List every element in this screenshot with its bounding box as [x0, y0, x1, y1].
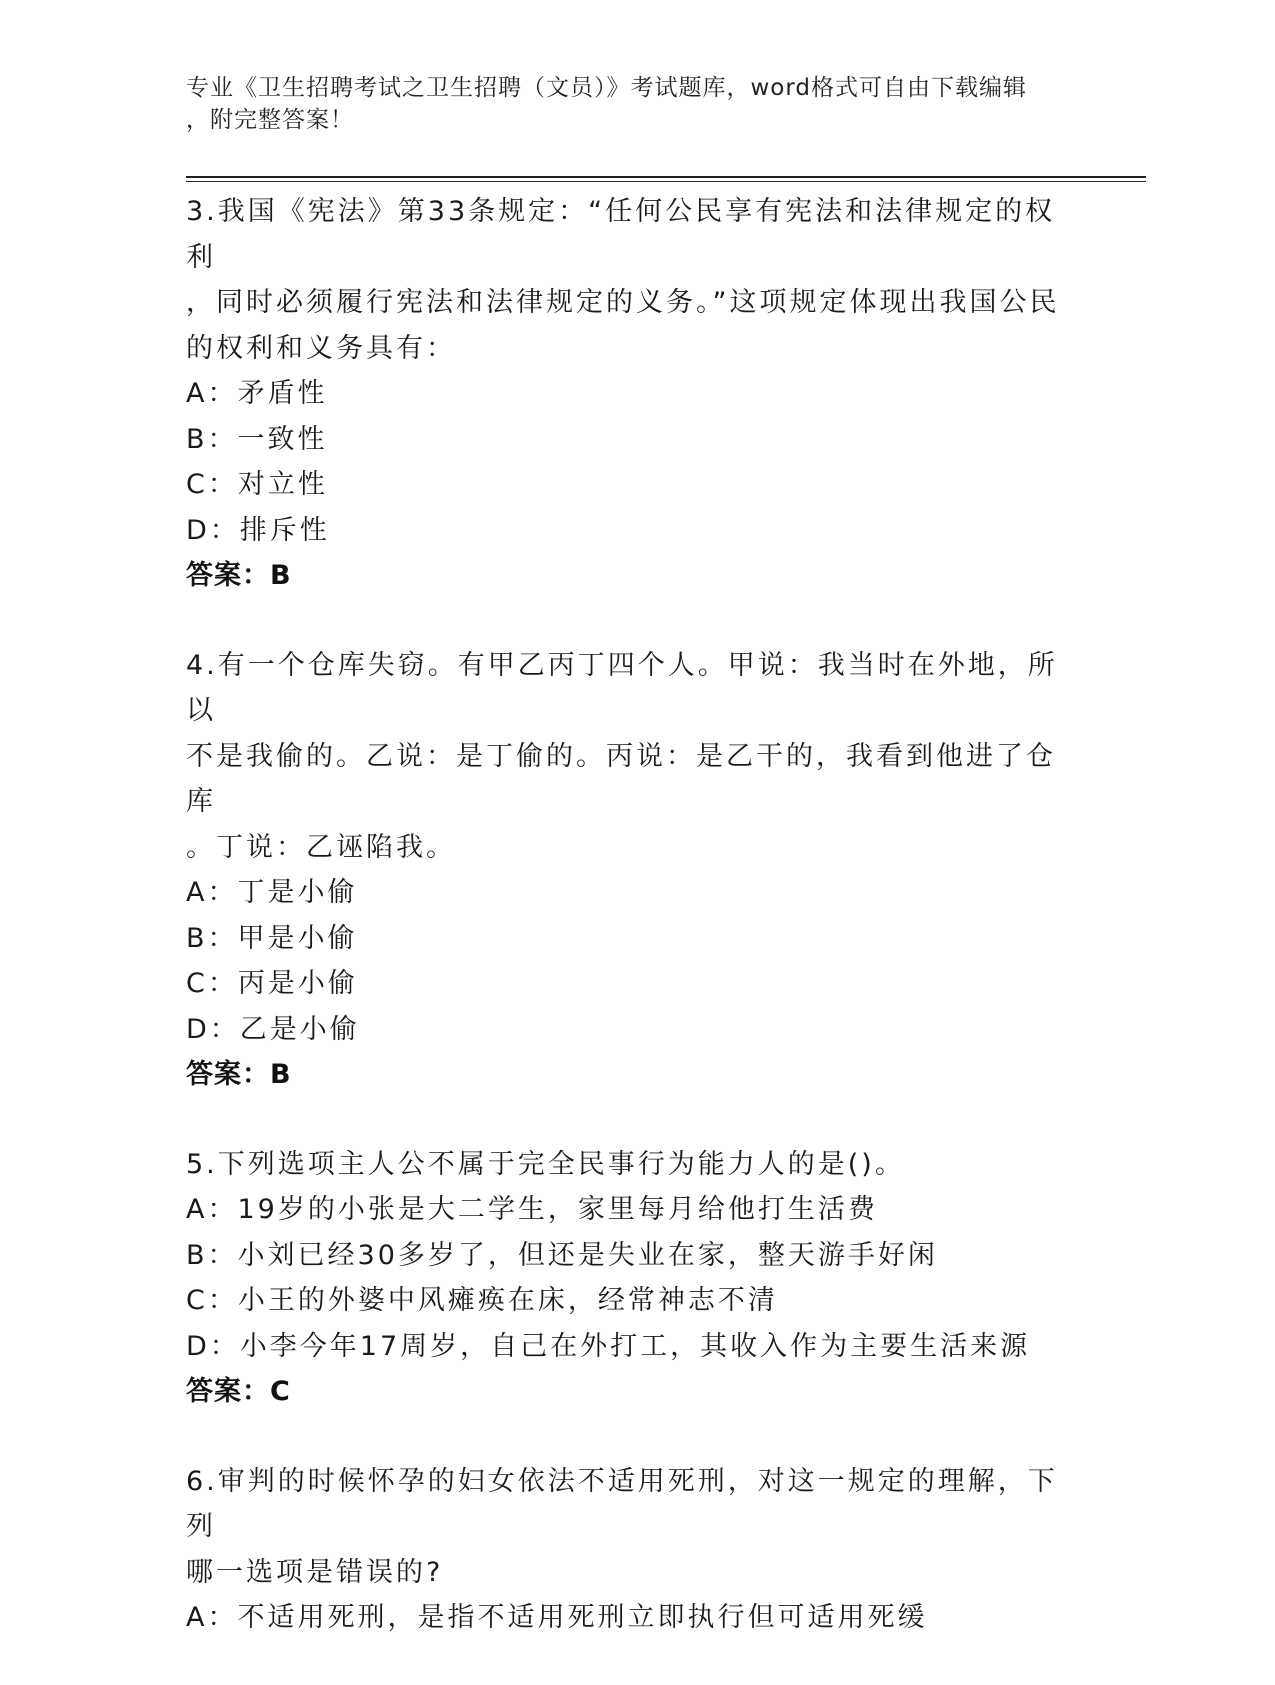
question-text-line: 的权利和义务具有：	[186, 332, 456, 364]
question-text-line: 5.下列选项主人公不属于完全民事行为能力人的是()。	[186, 1148, 905, 1180]
question-6	[186, 1459, 1066, 1641]
header-line-1: 专业《卫生招聘考试之卫生招聘（文员）》考试题库，word格式可自由下载编辑	[186, 75, 1028, 101]
option-d: D：小李今年17周岁，自己在外打工，其收入作为主要生活来源	[186, 1330, 1031, 1362]
option-d: D：排斥性	[186, 514, 330, 546]
question-4	[186, 643, 1066, 1098]
question-list	[186, 189, 1066, 1685]
option-c: C：对立性	[186, 469, 328, 500]
option-c: C：小王的外婆中风瘫痪在床，经常神志不清	[186, 1285, 778, 1316]
question-3	[186, 189, 1066, 599]
question-5	[186, 1142, 1066, 1415]
option-c: C：丙是小偷	[186, 968, 358, 999]
header-line-2: ，附完整答案！	[186, 107, 354, 133]
option-b: B：甲是小偷	[186, 922, 358, 954]
option-b: B：一致性	[186, 423, 328, 455]
answer: 答案：B	[186, 560, 292, 591]
option-d: D：乙是小偷	[186, 1013, 360, 1045]
question-text-line: 。丁说：乙诬陷我。	[186, 831, 456, 863]
answer: 答案：B	[186, 1059, 292, 1090]
document-header	[186, 72, 1066, 136]
question-text-line: 哪一选项是错误的?	[186, 1556, 444, 1588]
option-a: A：19岁的小张是大二学生，家里每月给他打生活费	[186, 1194, 878, 1225]
answer: 答案：C	[186, 1376, 291, 1407]
question-text-line: ，同时必须履行宪法和法律规定的义务。”这项规定体现出我国公民	[186, 287, 1060, 318]
option-a: A：不适用死刑，是指不适用死刑立即执行但可适用死缓	[186, 1602, 928, 1633]
option-a: A：丁是小偷	[186, 877, 358, 908]
header-rule-thick	[186, 176, 1146, 178]
question-text-line: 4.有一个仓库失窃。有甲乙丙丁四个人。甲说：我当时在外地，所以	[186, 649, 1058, 726]
header-rule-thin	[186, 181, 1146, 182]
question-text-line: 不是我偷的。乙说：是丁偷的。丙说：是乙干的，我看到他进了仓库	[186, 740, 1056, 817]
question-text-line: 6.审判的时候怀孕的妇女依法不适用死刑，对这一规定的理解，下列	[186, 1465, 1058, 1542]
option-b: B：小刘已经30多岁了，但还是失业在家，整天游手好闲	[186, 1239, 938, 1271]
option-a: A：矛盾性	[186, 378, 328, 409]
question-text-line: 3.我国《宪法》第33条规定：“任何公民享有宪法和法律规定的权利	[186, 196, 1056, 273]
